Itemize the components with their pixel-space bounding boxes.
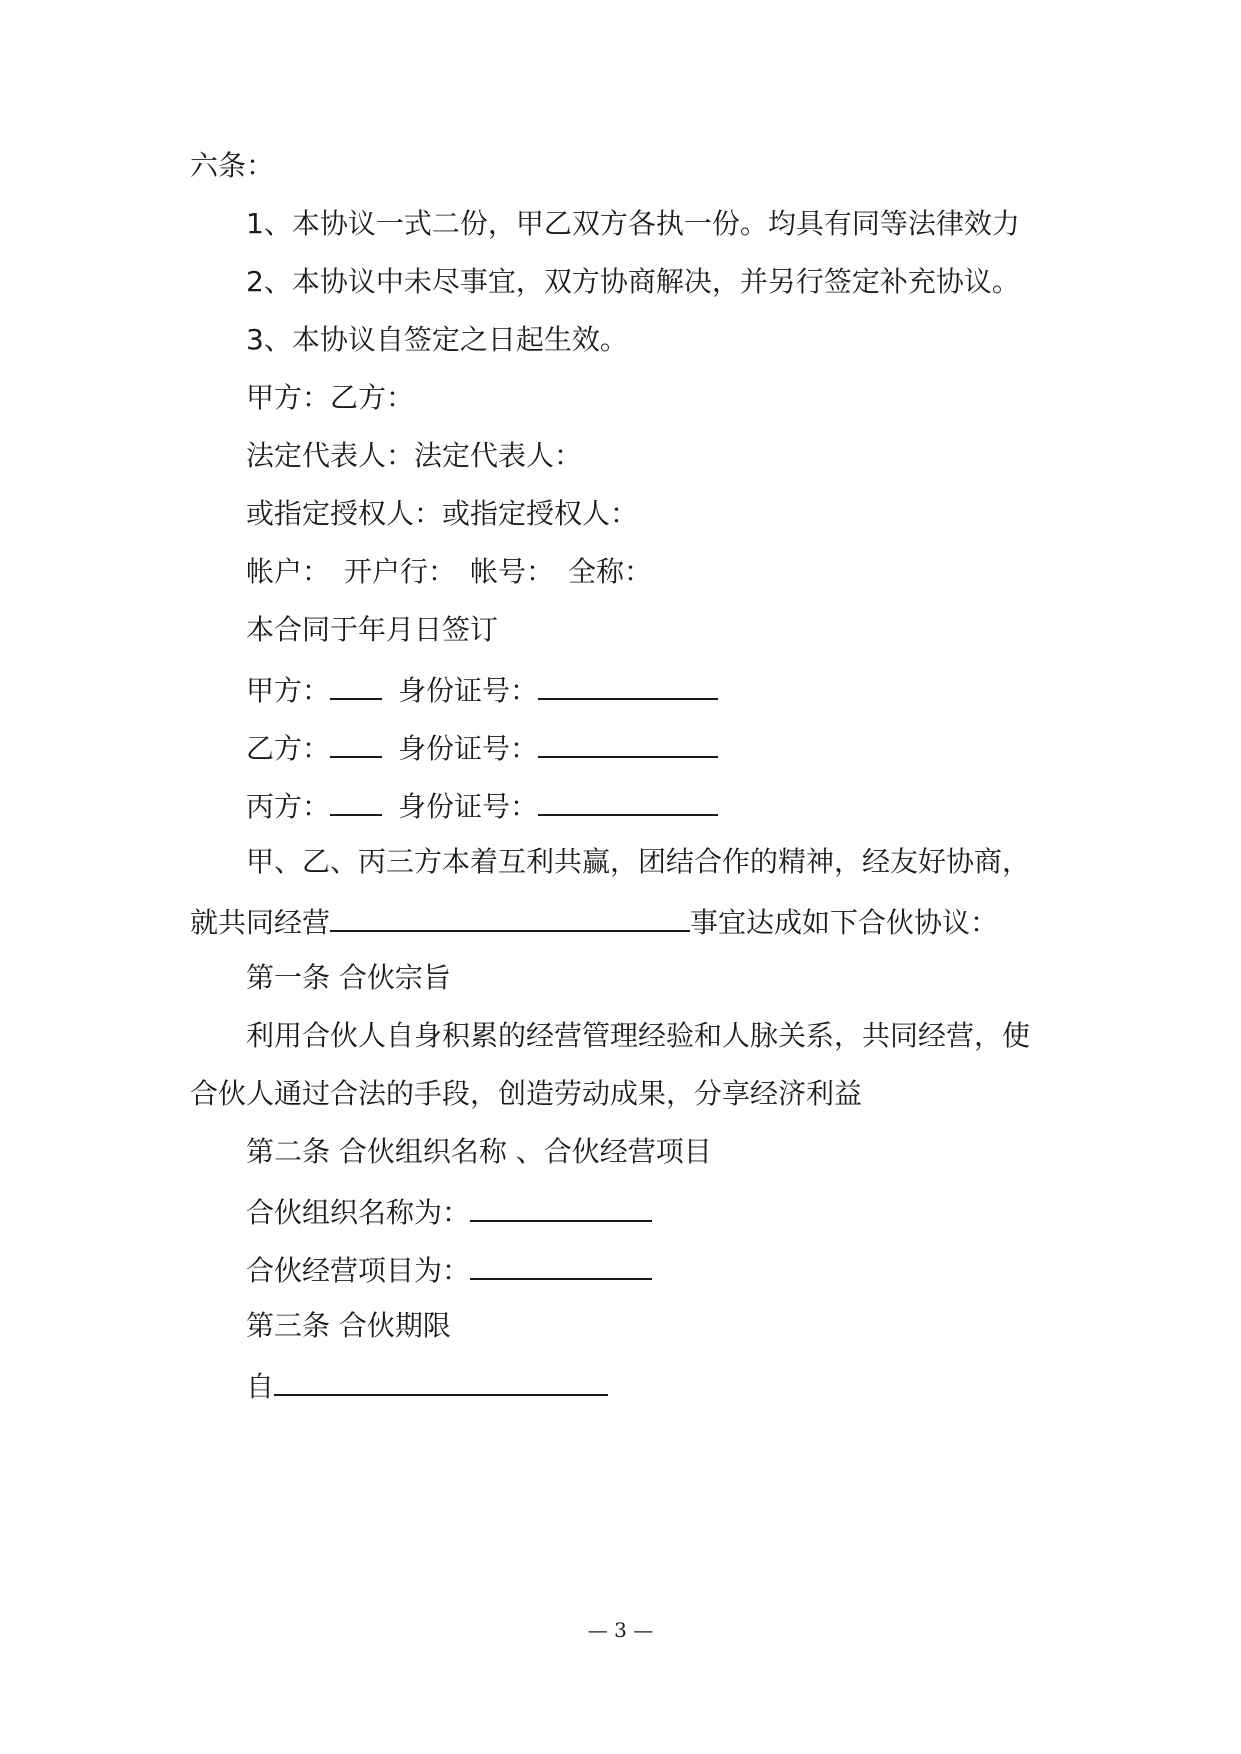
id-number-label: 身份证号：	[398, 674, 539, 707]
term-from-label: 自	[246, 1370, 275, 1403]
legal-representative-line: 法定代表人：法定代表人：	[246, 439, 583, 472]
intro-paragraph-line-1: 甲、乙、丙三方本着互利共赢，团结合作的精神，经友好协商，	[246, 845, 1031, 878]
party-b-name-blank	[330, 726, 382, 758]
party-a-label: 甲方：	[246, 674, 331, 707]
clause-item-3: 3、本协议自签定之日起生效。	[246, 323, 628, 356]
authorized-person-line: 或指定授权人：或指定授权人：	[246, 497, 639, 530]
clause-item-1: 1、本协议一式二份，甲乙双方各执一份。均具有同等法律效力	[246, 207, 1020, 240]
article-3-title: 第三条 合伙期限	[246, 1309, 451, 1342]
signing-date-line: 本合同于年月日签订	[246, 613, 499, 646]
intro-prefix: 就共同经营	[190, 906, 331, 939]
party-c-id-row	[246, 784, 718, 824]
page-number: — 3 —	[587, 1618, 654, 1642]
id-number-label: 身份证号：	[398, 732, 539, 765]
business-scope-blank	[330, 900, 690, 932]
org-name-label: 合伙组织名称为：	[246, 1196, 471, 1229]
project-label: 合伙经营项目为：	[246, 1254, 471, 1287]
intro-suffix: 事宜达成如下合伙协议：	[690, 906, 999, 939]
term-row	[246, 1364, 608, 1404]
article-2-title: 第二条 合伙组织名称 、合伙经营项目	[246, 1135, 712, 1168]
term-blank	[274, 1364, 608, 1396]
article-1-text-line-1: 利用合伙人自身积累的经营管理经验和人脉关系，共同经营，使	[246, 1019, 1031, 1052]
article-1-text-line-2: 合伙人通过合法的手段，创造劳动成果，分享经济利益	[190, 1077, 863, 1110]
party-c-id-blank	[538, 784, 718, 816]
party-b-id-blank	[538, 726, 718, 758]
clause-heading-continued: 六条：	[190, 149, 275, 182]
party-b-label: 乙方：	[246, 732, 331, 765]
party-signature-line: 甲方：乙方：	[246, 381, 415, 414]
org-name-blank	[470, 1190, 652, 1222]
party-a-id-blank	[538, 668, 718, 700]
org-name-row	[246, 1190, 652, 1230]
bank-account-line: 帐户： 开户行： 帐号： 全称：	[246, 555, 653, 588]
project-row	[246, 1248, 652, 1288]
article-1-title: 第一条 合伙宗旨	[246, 961, 451, 994]
party-a-name-blank	[330, 668, 382, 700]
project-blank	[470, 1248, 652, 1280]
clause-item-2: 2、本协议中未尽事宜，双方协商解决，并另行签定补充协议。	[246, 265, 1020, 298]
intro-paragraph-line-2	[190, 900, 998, 940]
party-c-name-blank	[330, 784, 382, 816]
party-b-id-row	[246, 726, 718, 766]
id-number-label: 身份证号：	[398, 790, 539, 823]
party-c-label: 丙方：	[246, 790, 331, 823]
party-a-id-row	[246, 668, 718, 708]
